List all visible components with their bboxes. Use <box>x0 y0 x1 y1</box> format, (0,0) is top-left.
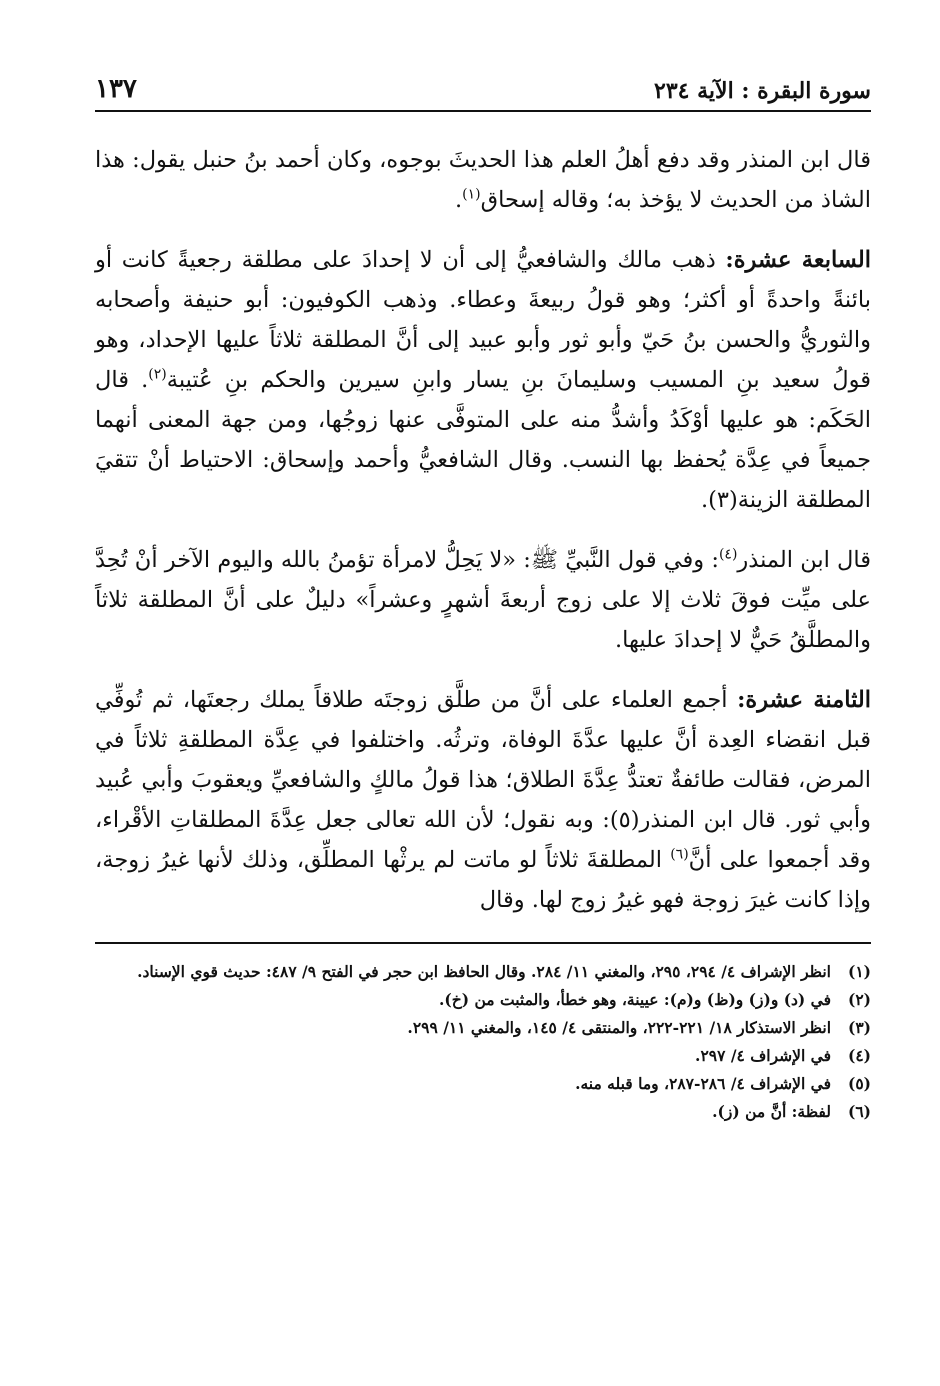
footnote-text: في الإشراف ٤/ ٢٨٦-٢٨٧، وما قبله منه. <box>575 1074 831 1093</box>
footnote-marker: (٤) <box>718 546 738 563</box>
paragraph-3 <box>95 540 871 660</box>
paragraph-text: ذهب مالك والشافعيُّ إلى أن لا إحدادَ على مطلقة رجعيةً كانت أو بائنةً واحدةً أو أكثر؛ وهو قولُ ربيعةَ وعطاء. وذهب الكوفيون: أبو حنيفة وأصحابه والثوريُّ والحسن بنُ حَيّ وأبو ثور وأبو عبيد إلى أنَّ المطلقة ثلاثاً عليها الإحداد، وهو قولُ سعيد بنِ المسيب وسليمانَ بنِ يسار وابنِ سيرين والحكم بنِ عُتيبة <box>95 247 871 393</box>
footnote-item <box>95 1070 871 1098</box>
footnote-text: لفظة: أنَّ من (ز). <box>712 1102 831 1121</box>
paragraph-tail: . <box>455 187 463 213</box>
footnote-item <box>95 958 871 986</box>
section-heading: السابعة عشرة: <box>725 247 871 273</box>
footnote-item <box>95 1014 871 1042</box>
paragraph-tail: المطلقةَ ثلاثاً لو ماتت لم يرثْها المطلِّق، وذلك لأنها غيرُ زوجة، وإذا كانت غيرَ زوجة فهو غيرُ زوج لها. وقال <box>95 847 871 913</box>
footnote-item <box>95 1042 871 1070</box>
footnote-item <box>95 986 871 1014</box>
paragraph-1 <box>95 140 871 220</box>
section-heading: الثامنة عشرة: <box>737 687 871 713</box>
paragraph-tail: . قال الحَكَم: هو عليها أوْكَدُ وأشدُّ منه على المتوفَّى عنها زوجُها، ومن جهة المعنى أنهما جميعاً في عِدَّة يُحفظ بها النسب. وقال الشافعيُّ وأحمد وإسحاق: الاحتياط أنْ تتقيَ المطلقة الزينة(٣). <box>95 367 871 513</box>
footnote-text: انظر الإشراف ٤/ ٢٩٤، ٢٩٥، والمغني ١١/ ٢٨٤. وقال الحافظ ابن حجر في الفتح ٩/ ٤٨٧: حديث قوي الإسناد. <box>137 962 831 981</box>
paragraph-text: قال ابن المنذر وقد دفع أهلُ العلم هذا الحديثَ بوجوه، وكان أحمد بنُ حنبل يقول: هذا الشاذ من الحديث لا يؤخذ به؛ وقاله إسحاق <box>95 147 871 213</box>
footnote-number: (٣) <box>847 1018 871 1037</box>
footnote-item <box>95 1098 871 1126</box>
main-text <box>95 140 871 920</box>
footnote-text: في (د) و(ز) و(ظ) و(م): عيينة، وهو خطأ، والمثبت من (خ). <box>439 990 831 1009</box>
header-title: سورة البقرة : الآية ٢٣٤ <box>654 78 871 104</box>
footnote-marker: (٢) <box>148 366 167 383</box>
footnote-number: (٦) <box>847 1102 871 1121</box>
footnote-text: في الإشراف ٤/ ٢٩٧. <box>695 1046 831 1065</box>
running-header <box>95 62 871 112</box>
footnotes <box>95 958 871 1126</box>
paragraph-2 <box>95 240 871 520</box>
footnote-number: (٥) <box>847 1074 871 1093</box>
book-page <box>95 62 871 1126</box>
footnote-text: انظر الاستذكار ١٨/ ٢٢١-٢٢٢، والمنتقى ٤/ ١٤٥، والمغني ١١/ ٢٩٩. <box>407 1018 831 1037</box>
paragraph-text: أجمع العلماء على أنَّ من طلَّق زوجتَه طلاقاً يملك رجعتَها، ثم تُوفِّي قبل انقضاء العِدة أنَّ عليها عدَّةَ الوفاة، وترثُه. واختلفوا في عِدَّة المطلقةِ ثلاثاً في المرض، فقالت طائفةٌ تعتدُّ عِدَّةَ الطلاق؛ هذا قولُ مالكٍ والشافعيِّ ويعقوبَ وأبي عُبيد وأبي ثور. قال ابن المنذر(٥): وبه نقول؛ لأن الله تعالى جعل عِدَّةَ المطلقاتِ الأقْراء، وقد أجمعوا على أنَّ <box>95 687 871 873</box>
page-number: ١٣٧ <box>95 74 137 104</box>
footnote-number: (٢) <box>847 990 871 1009</box>
footnote-marker: (١) <box>462 186 481 203</box>
footnote-number: (١) <box>847 962 871 981</box>
footnote-number: (٤) <box>847 1046 871 1065</box>
paragraph-tail: : وفي قول النَّبيِّ ﷺ: «لا يَحِلُّ لامرأة تؤمنُ بالله واليوم الآخر أنْ تُحِدَّ على ميِّت فوقَ ثلاث إلا على زوج أربعةَ أشهرٍ وعشراً» دليلٌ على أنَّ المطلقة ثلاثاً والمطلَّقُ حَيٌّ لا إحدادَ عليها. <box>95 547 871 653</box>
paragraph-text: قال ابن المنذر <box>737 547 872 573</box>
paragraph-4 <box>95 680 871 920</box>
footnote-marker: (٦) <box>670 846 689 863</box>
footnote-divider <box>95 942 871 944</box>
